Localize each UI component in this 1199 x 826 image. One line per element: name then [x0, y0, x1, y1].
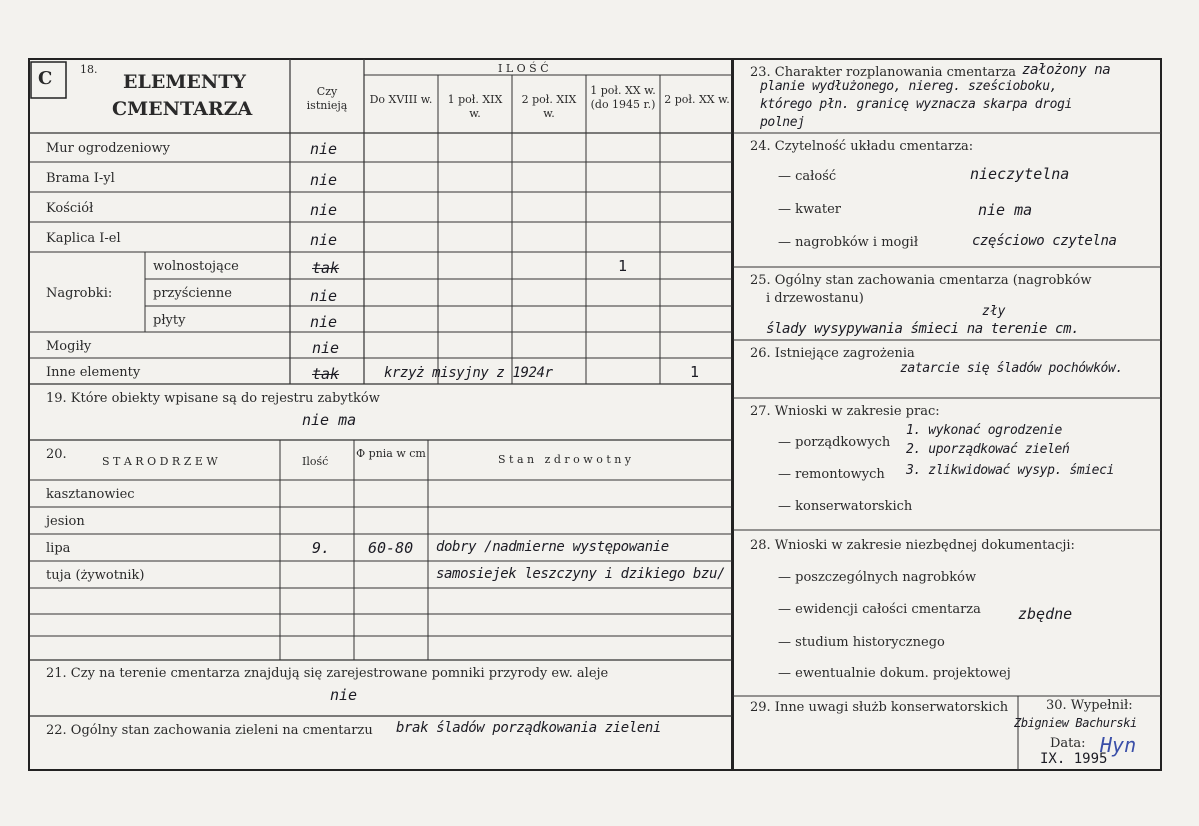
- trees-number: 20.: [46, 447, 67, 462]
- row-exists-gate: nie: [310, 171, 338, 189]
- row-exists-freestanding: tak: [312, 259, 340, 277]
- q27-item-repair-value: 2. uporządkować zieleń: [906, 442, 1070, 457]
- q30-label: 30. Wypełnił:: [1046, 698, 1133, 713]
- q30-name: Zbigniew Bachurski: [1014, 716, 1137, 730]
- q28-item-history-label: — studium historycznego: [778, 635, 945, 650]
- q25-label-line1: 25. Ogólny stan zachowania cmentarza (nagrobków: [750, 273, 1092, 288]
- q30-date-label: Data:: [1050, 736, 1086, 751]
- tree-count-linden: 9.: [312, 539, 331, 557]
- q21-label: 21. Czy na terenie cmentarza znajdują się zarejestrowane pomniki przyrody ew. aleje: [46, 666, 609, 681]
- q28-item-project-label: — ewentualnie dokum. projektowej: [778, 666, 1011, 681]
- row-label-chapel: Kaplica I-el: [46, 231, 121, 246]
- row-exists-slabs: nie: [310, 313, 338, 331]
- q19-label: 19. Które obiekty wpisane są do rejestru zabytków: [46, 391, 380, 406]
- tree-name-ash: jesion: [46, 514, 85, 529]
- tree-diameter-linden: 60-80: [368, 539, 414, 557]
- row-exists-other: tak: [312, 365, 340, 383]
- tree-health-linden: dobry /nadmierne występowanie: [436, 539, 669, 555]
- period-header-5: 2 poł. XX w.: [664, 93, 730, 106]
- row-label-church: Kościół: [46, 201, 94, 216]
- q26-label: 26. Istniejące zagrożenia: [750, 346, 915, 361]
- trees-col-health: S t a n z d r o w o t n y: [498, 453, 632, 466]
- q26-answer: zatarcie się śladów pochówków.: [900, 361, 1123, 376]
- section-code: C: [38, 68, 53, 89]
- q24-item-quarters-value: nie ma: [978, 201, 1033, 219]
- row-exists-chapel: nie: [310, 231, 338, 249]
- q30-date: IX. 1995: [1040, 751, 1108, 767]
- row-exists-wall: nie: [310, 140, 338, 158]
- row-label-gate: Brama I-yl: [46, 171, 115, 186]
- tree-name-thuja: tuja (żywotnik): [46, 568, 145, 583]
- q25-label-line2: i drzewostanu): [766, 291, 864, 306]
- q22-label: 22. Ogólny stan zachowania zieleni na cmentarzu: [46, 723, 373, 738]
- q23-answer-line2: planie wydłużonego, niereg. sześcioboku,: [760, 79, 1058, 94]
- q28-item-records-label: — ewidencji całości cmentarza: [778, 602, 981, 617]
- row-label-graves: Mogiły: [46, 339, 92, 354]
- q27-item-cleanup-value: 1. wykonać ogrodzenie: [906, 423, 1062, 438]
- row-exists-wall-mounted: nie: [310, 287, 338, 305]
- q27-item-cleanup-label: — porządkowych: [778, 435, 891, 450]
- nagrobki-label: Nagrobki:: [46, 286, 113, 301]
- trees-col-count: Ilość: [302, 455, 329, 468]
- row-exists-church: nie: [310, 201, 338, 219]
- row-label-slabs: płyty: [153, 313, 186, 328]
- row-label-freestanding: wolnostojące: [153, 259, 239, 274]
- q24-item-graves-label: — nagrobków i mogił: [778, 235, 919, 250]
- q23-answer-line3: którego płn. granicę wyznacza skarpa drogi: [760, 97, 1072, 112]
- left-frame: [29, 59, 732, 770]
- column-exists-header: Czy istnieją: [306, 85, 348, 112]
- q19-answer: nie ma: [302, 411, 357, 429]
- q24-item-whole-value: nieczytelna: [970, 165, 1070, 183]
- q21-answer: nie: [330, 686, 358, 704]
- ilosc-header: I L O Ś Ć: [498, 62, 549, 75]
- period-header-4: 1 poł. XX w. (do 1945 r.): [590, 84, 656, 111]
- q27-extra-value: 3. zlikwidować wysyp. śmieci: [906, 463, 1114, 478]
- row-note-other: krzyż misyjny z 1924r: [384, 365, 553, 381]
- section-18-title-line2: CMENTARZA: [112, 98, 253, 120]
- period-header-2: 1 poł. XIX w.: [447, 93, 503, 120]
- period-header-1: Do XVIII w.: [369, 93, 433, 106]
- q23-answer-line4: polnej: [760, 115, 805, 130]
- row-label-wall-mounted: przyścienne: [153, 286, 232, 301]
- q28-item-records-value: zbędne: [1018, 605, 1073, 623]
- q23-answer-line1: założony na: [1022, 62, 1111, 78]
- trees-header: S T A R O D R Z E W: [102, 455, 218, 468]
- q25-answer-top: zły: [982, 304, 1006, 319]
- q28-label: 28. Wnioski w zakresie niezbędnej dokumentacji:: [750, 538, 1075, 553]
- row-count-freestanding-p4: 1: [618, 257, 628, 275]
- row-label-other: Inne elementy: [46, 365, 141, 380]
- row-label-wall: Mur ogrodzeniowy: [46, 141, 170, 156]
- q28-item-graves-label: — poszczególnych nagrobków: [778, 570, 977, 585]
- q23-label: 23. Charakter rozplanowania cmentarza: [750, 65, 1017, 80]
- q27-label: 27. Wnioski w zakresie prac:: [750, 404, 940, 419]
- period-header-3: 2 poł. XIX w.: [521, 93, 577, 120]
- q27-item-conservation-label: — konserwatorskich: [778, 499, 913, 514]
- trees-col-diameter: Φ pnia w cm: [356, 447, 426, 460]
- section-18-title-line1: ELEMENTY: [123, 71, 246, 93]
- row-count-other-p5: 1: [690, 363, 700, 381]
- tree-health-thuja: samosiejek leszczyny i dzikiego bzu/: [436, 566, 726, 582]
- q27-item-repair-label: — remontowych: [778, 467, 885, 482]
- q24-label: 24. Czytelność układu cmentarza:: [750, 139, 974, 154]
- q22-answer: brak śladów porządkowania zieleni: [396, 720, 661, 736]
- tree-name-linden: lipa: [46, 541, 71, 556]
- q24-item-graves-value: częściowo czytelna: [972, 233, 1117, 249]
- q29-label: 29. Inne uwagi służb konserwatorskich: [750, 700, 1009, 715]
- section-18-number: 18.: [80, 63, 98, 76]
- tree-name-chestnut: kasztanowiec: [46, 487, 135, 502]
- q24-item-quarters-label: — kwater: [778, 202, 842, 217]
- q25-answer: ślady wysypywania śmieci na terenie cm.: [766, 321, 1080, 337]
- row-exists-graves: nie: [312, 339, 340, 357]
- q30-initials: Hyn: [1100, 733, 1137, 757]
- q24-item-whole-label: — całość: [778, 169, 837, 184]
